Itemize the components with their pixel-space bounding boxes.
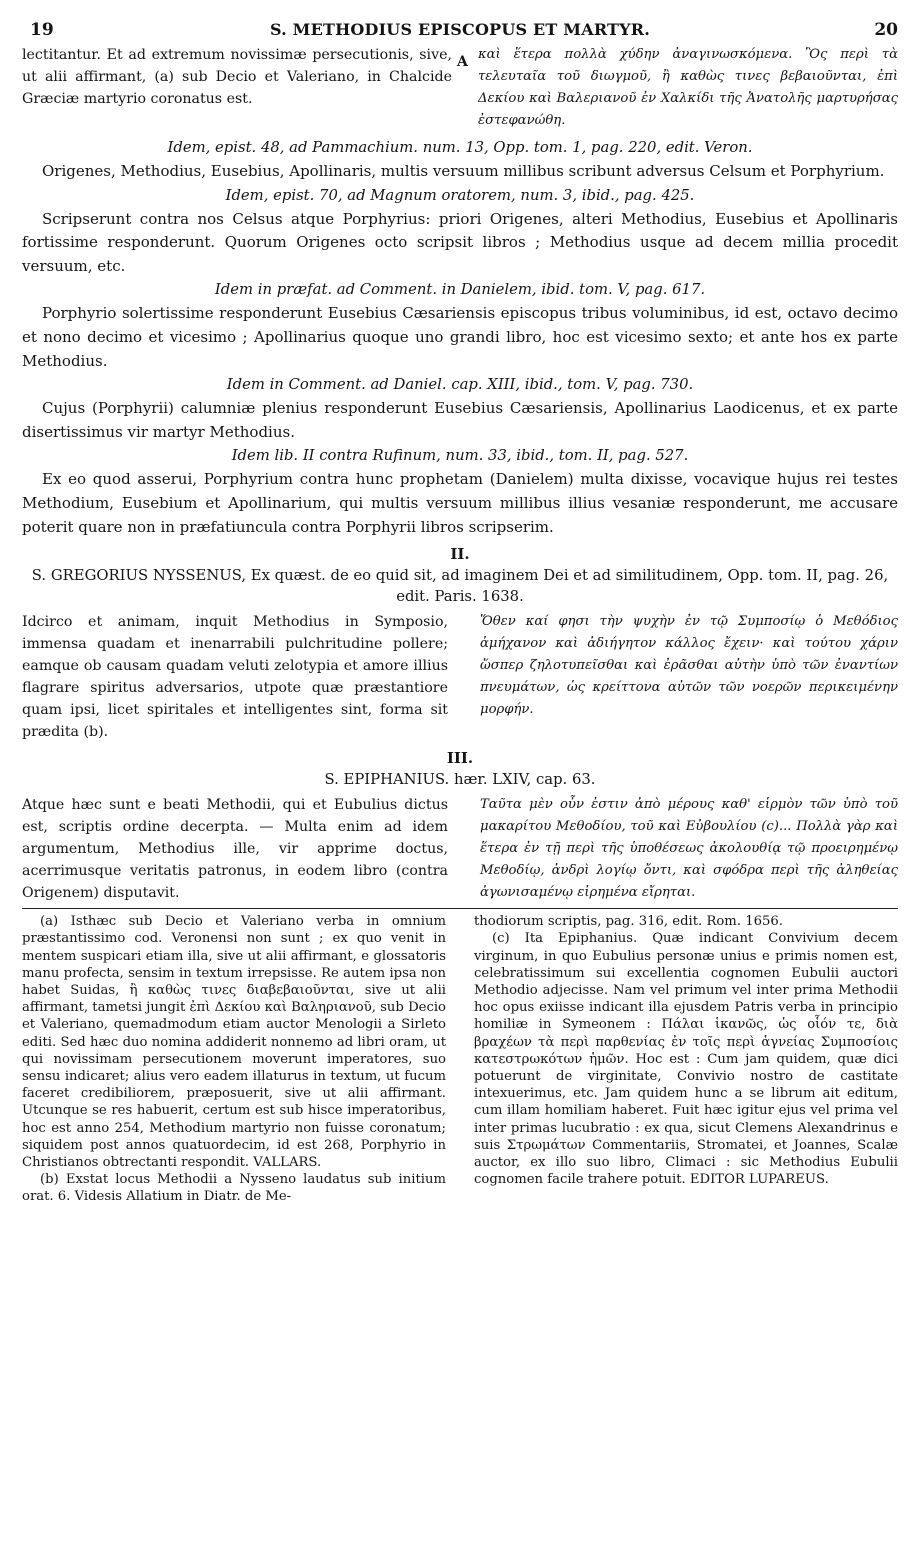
footnote-divider — [22, 908, 898, 909]
section-2-heading: S. GREGORIUS NYSSENUS, Ex quæst. de eo quid sit, ad imaginem Dei et ad similitudinem, Opp. tom. II, pag. 26, edit. Paris. 1638. — [31, 567, 889, 606]
footnote-c: (c) Ita Epiphanius. Quæ indicant Convivium decem virginum, in quo Eubulius personæ unius e primis nomen est, celebratissimum sui excellentia cognomen Eubulii auctori Methodio adjecisse. Nam vel primum vel inter prima Methodii hoc opus exiisse indicant illa ejusdem Patris verba in principio homiliæ in Symeonem : Πάλαι ἱκανῶς, ὡς οἷόν τε, διὰ βραχέων τὰ περὶ παρθενίας ἐν τοῖς περὶ ἁγνείας Συμποσίοις κατεστρωκότων ἡμῶν. Hoc est : Cum jam quidem, quæ dici potuerunt de virginitate, Convivio nostro de castitate intexuerimus, etc. Jam quidem hunc a se librum ait editum, cum illam homiliam haberet. Fuit hæc igitur ejus vel prima vel inter primas lucubratio : ex qua, sicut Clemens Alexandrinus e suis Στρωμάτων Commentariis, Stromatei, et Joannes, Scalæ auctor, ex illo suo libro, Climaci : sic Methodius Eubulii cognomen facile trahere potuit. EDITOR LUPAREUS. — [474, 931, 898, 1188]
citation-1: Idem, epist. 48, ad Pammachium. num. 13, Opp. tom. 1, pag. 220, edit. Veron. — [167, 139, 753, 156]
section-3-greek: Ταῦτα μὲν οὖν ἐστιν ἀπὸ μέρους καθ' εἱρμὸν τῶν ὑπὸ τοῦ μακαρίτου Μεθοδίου, τοῦ καὶ Εὐβουλίου (c)... Πολλὰ γὰρ καὶ ἕτερα ἐν τῇ περὶ τῆς ὑποθέσεως ἀκολουθίᾳ τῷ προειρημένῳ Μεθοδίῳ, ἀνδρὶ λογίῳ ὄντι, καὶ σφόδρα περὶ τῆς ἀληθείας ἀγωνισαμένῳ εἰρημένα εἴρηται. — [480, 797, 898, 901]
opening-greek: καὶ ἕτερα πολλὰ χύδην ἀναγινωσκόμενα. Ὃς περὶ τὰ τελευταῖα τοῦ διωγμοῦ, ἢ καθὼς τινες βεβαιοῦνται, ἐπὶ Δεκίου καὶ Βαλεριανοῦ ἐν Χαλκίδι τῆς Ἀνατολῆς μαρτυρήσας ἐστεφανώθη. — [478, 47, 898, 128]
section-2-numeral: II. — [450, 545, 470, 564]
column-marker: A — [457, 54, 468, 70]
page-number-right: 20 — [874, 20, 898, 40]
paragraph-4: Cujus (Porphyrii) calumniæ plenius responderunt Eusebius Cæsariensis, Apollinarius Laodicenus, et ex parte disertissimus vir martyr Methodius. — [22, 399, 898, 441]
paragraph-3: Porphyrio solertissime responderunt Eusebius Cæsariensis episcopus tribus voluminibus, id est, octavo decimo et nono decimo et vicesimo ; Apollinarius quoque uno grandi libro, hoc est vicesimo sexto; et ante hos ex parte Methodius. — [22, 304, 898, 370]
footnotes-left-column — [22, 913, 452, 1205]
page-number-left: 19 — [30, 20, 54, 40]
document-page — [22, 14, 898, 1206]
page-header — [22, 14, 898, 44]
citation-5: Idem lib. II contra Rufinum, num. 33, ibid., tom. II, pag. 527. — [231, 447, 689, 465]
paragraph-5: Ex eo quod asserui, Porphyrium contra hunc prophetam (Danielem) multa dixisse, vocavique hujus rei testes Methodium, Eusebium et Apollinarium, qui multis versuum millibus illius vesaniæ responderunt, me accusare poterit quare non in præfatiuncula contra Porphyrii libros scripserim. — [22, 470, 898, 536]
running-title: S. METHODIUS EPISCOPUS ET MARTYR. — [269, 20, 651, 39]
footnote-b: (b) Exstat locus Methodii a Nysseno laudatus sub initium orat. 6. Videsis Allatium in Diatr. de Me- — [22, 1172, 446, 1205]
footnotes-right-column — [474, 913, 898, 1205]
footnote-b-continued: thodiorum scriptis, pag. 316, edit. Rom. 1656. — [474, 914, 783, 930]
opening-latin: lectitantur. Et ad extremum novissimæ persecutionis, sive, ut alii affirmant, (a) sub Decio et Valeriano, in Chalcide Græciæ martyrio coronatus est. — [22, 47, 452, 107]
paragraph-2: Scripserunt contra nos Celsus atque Porphyrius: priori Origenes, alteri Methodius, Eusebius et Apollinaris fortissime responderunt. Quorum Origenes octo scripsit libros ; Methodius usque ad decem millia procedit versuum, etc. — [22, 209, 898, 275]
citation-3: Idem in præfat. ad Comment. in Danielem, ibid. tom. V, pag. 617. — [214, 281, 706, 299]
paragraph-1: Origenes, Methodius, Eusebius, Apollinaris, multis versuum millibus scribunt adversus Celsum et Porphyrium. — [42, 162, 885, 180]
footnote-a: (a) Isthæc sub Decio et Valeriano verba in omnium præstantissimo cod. Veronensi non sunt ; ex quo venit in mentem suspicari etiam illa, sive ut alii affirmant, e glossatoris manu profecta, sensim in textum irrepsisse. Re autem ipsa non habet Suidas, ἢ καθὼς τινες διαβεβαιοῦνται, sive ut alii affirmant, tametsi jungit ἐπὶ Δεκίου καὶ Βαληριανοῦ, sub Decio et Valeriano, quemadmodum etiam auctor Menologii a Sirleto editi. Sed hæc duo nomina addiderit nonnemo ad libri oram, ut qui novissimam persecutionem moverunt imperatores, suo sensu indicaret; alius vero eadem illaturus in textum, ut fucum faceret credibiliorem, præposuerit, sive ut alii affirmant. Utcunque se res habuerit, certum est sub hisce imperatoribus, hoc est anno 254, Methodium martyrio non fuisse coronatum; siquidem post annos quatuordecim, id est 268, Porphyrio in Christianos obtrectanti respondit. VALLARS. — [22, 914, 446, 1170]
section-3-numeral: III. — [446, 749, 474, 768]
section-2-greek: Ὅθεν καί φησι τὴν ψυχὴν ἐν τῷ Συμποσίῳ ὁ Μεθόδιος ἀμήχανον καὶ ἀδιήγητον κάλλος ἔχειν· καὶ τούτου χάριν ὥσπερ ζηλοτυπεῖσθαι καὶ ἐρᾶσθαι αὐτὴν ὑπὸ τῶν ἐναντίων πνευμάτων, ὡς κρείττονα αὐτῶν τῶν νοερῶν περικειμένην μορφήν. — [480, 614, 898, 718]
footnotes — [22, 913, 898, 1205]
section-2-bilingual — [22, 611, 898, 743]
citation-4: Idem in Comment. ad Daniel. cap. XIII, ibid., tom. V, pag. 730. — [226, 376, 694, 394]
section-3-bilingual — [22, 794, 898, 904]
section-2-latin: Idcirco et animam, inquit Methodius in Symposio, immensa quadam et inenarrabili pulchritudine pollere; eamque ob causam quadam veluti zelotypia et amore illius flagrare spiritus adversarios, utpote quæ præstantiore quam ipsi, licet spiritales et intelligentes sint, forma sit prædita (b). — [22, 614, 448, 741]
section-3-heading: S. EPIPHANIUS. hær. LXIV, cap. 63. — [324, 771, 596, 789]
section-3-latin: Atque hæc sunt e beati Methodii, qui et Eubulius dictus est, scriptis ordine decerpta. — Multa enim ad idem argumentum, Methodius ille, vir apprime doctus, acerrimusque veritatis patronus, in eodem libro (contra Origenem) disputavit. — [22, 797, 448, 902]
citation-2: Idem, epist. 70, ad Magnum oratorem, num. 3, ibid., pag. 425. — [225, 186, 695, 204]
